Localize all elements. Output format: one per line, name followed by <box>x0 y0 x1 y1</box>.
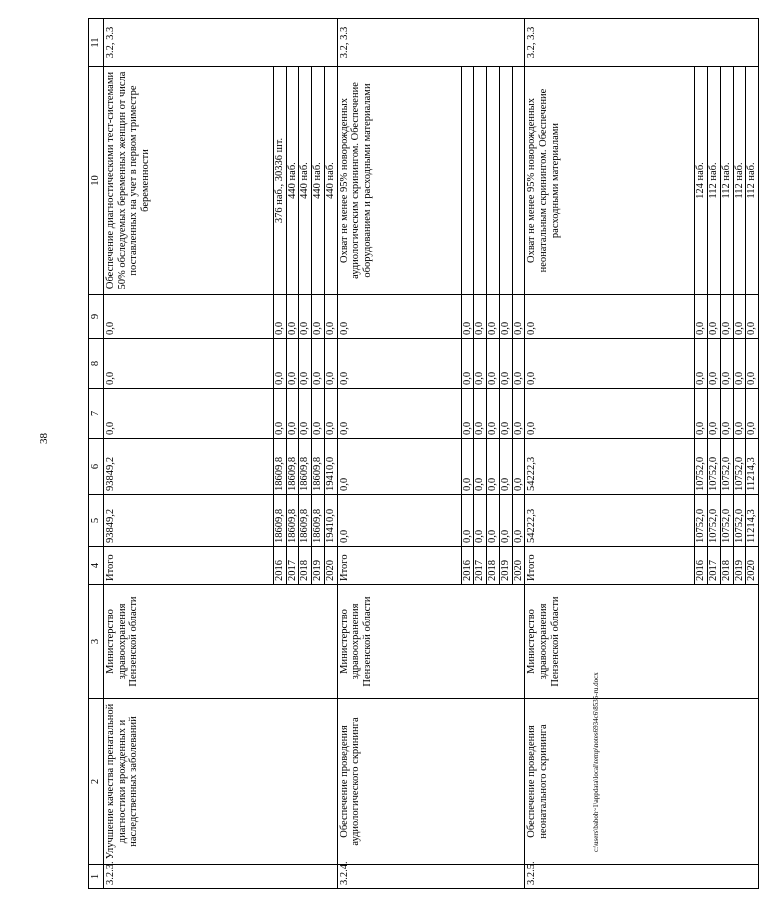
year-col9: 0,0 <box>273 295 286 339</box>
year-col8: 0,0 <box>487 339 500 389</box>
total-col5: 93849,2 <box>103 495 273 547</box>
year-col6: 0,0 <box>512 439 525 495</box>
year-col6: 0,0 <box>461 439 474 495</box>
column-number: 8 <box>89 339 104 389</box>
total-col9: 0,0 <box>337 295 461 339</box>
year-cell: 2020 <box>746 547 759 585</box>
year-col9: 0,0 <box>299 295 312 339</box>
total-label: Итого <box>337 547 461 585</box>
indicator-refs: 3.2, 3.3 <box>103 19 337 67</box>
year-col6: 10752,0 <box>708 439 721 495</box>
year-col9: 0,0 <box>474 295 487 339</box>
total-label: Итого <box>525 547 695 585</box>
column-number: 10 <box>89 67 104 295</box>
year-cell: 2020 <box>324 547 337 585</box>
activity-number: 3.2.4. <box>337 865 525 889</box>
expected-result: Обеспечение диагностическими тест-системами 50% обследуемых беременных женщин от числа поставленных на учет в первом триместре беременности <box>103 67 273 295</box>
total-col8: 0,0 <box>337 339 461 389</box>
year-col6: 18609,8 <box>286 439 299 495</box>
column-number: 11 <box>89 19 104 67</box>
year-col8: 0,0 <box>461 339 474 389</box>
year-col8: 0,0 <box>499 339 512 389</box>
year-col5: 10752,0 <box>733 495 746 547</box>
responsible-organization: Министерство здравоохранения Пензенской области <box>525 585 759 699</box>
column-number: 5 <box>89 495 104 547</box>
year-col8: 0,0 <box>273 339 286 389</box>
year-col7: 0,0 <box>474 389 487 439</box>
year-cell: 2017 <box>708 547 721 585</box>
year-cell: 2018 <box>487 547 500 585</box>
year-col5: 0,0 <box>499 495 512 547</box>
year-col6: 18609,8 <box>273 439 286 495</box>
expected-result: Охват не менее 95% новорожденных неонатальным скринингом. Обеспечение расходными материалами <box>525 67 695 295</box>
responsible-organization: Министерство здравоохранения Пензенской области <box>337 585 525 699</box>
year-result <box>512 67 525 295</box>
year-col5: 19410,0 <box>324 495 337 547</box>
year-result: 376 наб., 30336 шт. <box>273 67 286 295</box>
year-result: 440 наб. <box>324 67 337 295</box>
expected-result: Охват не менее 95% новорожденных аудиологическим скринингом. Обеспечение оборудованием и расходными материалами <box>337 67 461 295</box>
year-col7: 0,0 <box>695 389 708 439</box>
year-col6: 10752,0 <box>733 439 746 495</box>
year-col6: 18609,8 <box>312 439 325 495</box>
year-col6: 10752,0 <box>720 439 733 495</box>
year-col5: 18609,8 <box>312 495 325 547</box>
year-col5: 18609,8 <box>286 495 299 547</box>
year-col6: 10752,0 <box>695 439 708 495</box>
year-cell: 2017 <box>286 547 299 585</box>
activity-row <box>525 19 695 889</box>
total-col5: 0,0 <box>337 495 461 547</box>
year-result: 112 наб. <box>720 67 733 295</box>
year-cell: 2019 <box>312 547 325 585</box>
year-col7: 0,0 <box>708 389 721 439</box>
year-col6: 19410,0 <box>324 439 337 495</box>
column-number: 9 <box>89 295 104 339</box>
year-cell: 2018 <box>299 547 312 585</box>
year-col5: 18609,8 <box>273 495 286 547</box>
total-col7: 0,0 <box>337 389 461 439</box>
activity-name: Обеспечение проведения неонатального скрининга <box>525 699 759 865</box>
total-label: Итого <box>103 547 273 585</box>
total-col6: 0,0 <box>337 439 461 495</box>
year-col6: 18609,8 <box>299 439 312 495</box>
total-col6: 93849,2 <box>103 439 273 495</box>
year-col5: 10752,0 <box>695 495 708 547</box>
page-number: 38 <box>38 433 50 444</box>
year-col9: 0,0 <box>324 295 337 339</box>
year-result: 112 наб. <box>708 67 721 295</box>
year-col8: 0,0 <box>312 339 325 389</box>
year-result <box>461 67 474 295</box>
year-result: 112 наб. <box>746 67 759 295</box>
rotated-table-container <box>88 19 758 889</box>
year-col7: 0,0 <box>312 389 325 439</box>
total-col8: 0,0 <box>525 339 695 389</box>
activity-name: Улучшение качества пренатальной диагностики врожденных и наследственных заболеваний <box>103 699 337 865</box>
indicator-refs: 3.2, 3.3 <box>525 19 759 67</box>
year-col9: 0,0 <box>695 295 708 339</box>
year-col6: 0,0 <box>487 439 500 495</box>
year-cell: 2018 <box>720 547 733 585</box>
year-col9: 0,0 <box>461 295 474 339</box>
program-activities-table <box>88 18 759 889</box>
year-col5: 0,0 <box>512 495 525 547</box>
year-col5: 11214,3 <box>746 495 759 547</box>
year-result: 112 наб. <box>733 67 746 295</box>
total-col6: 54222,3 <box>525 439 695 495</box>
year-col9: 0,0 <box>487 295 500 339</box>
responsible-organization: Министерство здравоохранения Пензенской области <box>103 585 337 699</box>
year-col7: 0,0 <box>733 389 746 439</box>
year-result: 124 наб. <box>695 67 708 295</box>
year-col8: 0,0 <box>299 339 312 389</box>
year-col5: 0,0 <box>461 495 474 547</box>
year-col6: 11214,3 <box>746 439 759 495</box>
total-col7: 0,0 <box>103 389 273 439</box>
column-number: 4 <box>89 547 104 585</box>
year-cell: 2019 <box>733 547 746 585</box>
year-col9: 0,0 <box>312 295 325 339</box>
column-number: 6 <box>89 439 104 495</box>
year-col5: 10752,0 <box>720 495 733 547</box>
year-result <box>487 67 500 295</box>
activity-name: Обеспечение проведения аудиологического скрининга <box>337 699 525 865</box>
year-cell: 2016 <box>695 547 708 585</box>
year-col5: 18609,8 <box>299 495 312 547</box>
column-number-row <box>89 19 104 889</box>
year-cell: 2016 <box>273 547 286 585</box>
year-col9: 0,0 <box>733 295 746 339</box>
activity-row <box>103 19 273 889</box>
year-col7: 0,0 <box>746 389 759 439</box>
year-col5: 10752,0 <box>708 495 721 547</box>
activity-number: 3.2.3. <box>103 865 337 889</box>
activity-number: 3.2.5. <box>525 865 759 889</box>
year-col7: 0,0 <box>461 389 474 439</box>
year-result: 440 наб. <box>299 67 312 295</box>
year-col7: 0,0 <box>487 389 500 439</box>
year-result: 440 наб. <box>286 67 299 295</box>
year-col7: 0,0 <box>720 389 733 439</box>
year-cell: 2020 <box>512 547 525 585</box>
column-number: 3 <box>89 585 104 699</box>
footer-file-path: c:\users\baboh~1\appdata\local\temp\notes6934c6\8535-ru.docx <box>592 672 600 852</box>
total-col9: 0,0 <box>525 295 695 339</box>
year-col7: 0,0 <box>512 389 525 439</box>
year-cell: 2019 <box>499 547 512 585</box>
year-col7: 0,0 <box>499 389 512 439</box>
year-col5: 0,0 <box>474 495 487 547</box>
column-number: 2 <box>89 699 104 865</box>
year-col6: 0,0 <box>499 439 512 495</box>
year-result <box>499 67 512 295</box>
total-col9: 0,0 <box>103 295 273 339</box>
year-col7: 0,0 <box>273 389 286 439</box>
total-col5: 54222,3 <box>525 495 695 547</box>
year-col8: 0,0 <box>746 339 759 389</box>
year-col9: 0,0 <box>720 295 733 339</box>
year-col7: 0,0 <box>299 389 312 439</box>
total-col7: 0,0 <box>525 389 695 439</box>
column-number: 1 <box>89 865 104 889</box>
year-cell: 2016 <box>461 547 474 585</box>
total-col8: 0,0 <box>103 339 273 389</box>
indicator-refs: 3.2, 3.3 <box>337 19 525 67</box>
year-col8: 0,0 <box>720 339 733 389</box>
year-col8: 0,0 <box>474 339 487 389</box>
year-col9: 0,0 <box>499 295 512 339</box>
year-col8: 0,0 <box>733 339 746 389</box>
year-col9: 0,0 <box>746 295 759 339</box>
activity-row <box>337 19 461 889</box>
year-col5: 0,0 <box>487 495 500 547</box>
year-cell: 2017 <box>474 547 487 585</box>
year-col8: 0,0 <box>324 339 337 389</box>
year-col9: 0,0 <box>708 295 721 339</box>
year-col7: 0,0 <box>324 389 337 439</box>
year-col9: 0,0 <box>286 295 299 339</box>
year-col8: 0,0 <box>708 339 721 389</box>
year-col8: 0,0 <box>286 339 299 389</box>
year-result: 440 наб. <box>312 67 325 295</box>
year-col8: 0,0 <box>512 339 525 389</box>
year-result <box>474 67 487 295</box>
year-col8: 0,0 <box>695 339 708 389</box>
year-col6: 0,0 <box>474 439 487 495</box>
year-col9: 0,0 <box>512 295 525 339</box>
year-col7: 0,0 <box>286 389 299 439</box>
column-number: 7 <box>89 389 104 439</box>
